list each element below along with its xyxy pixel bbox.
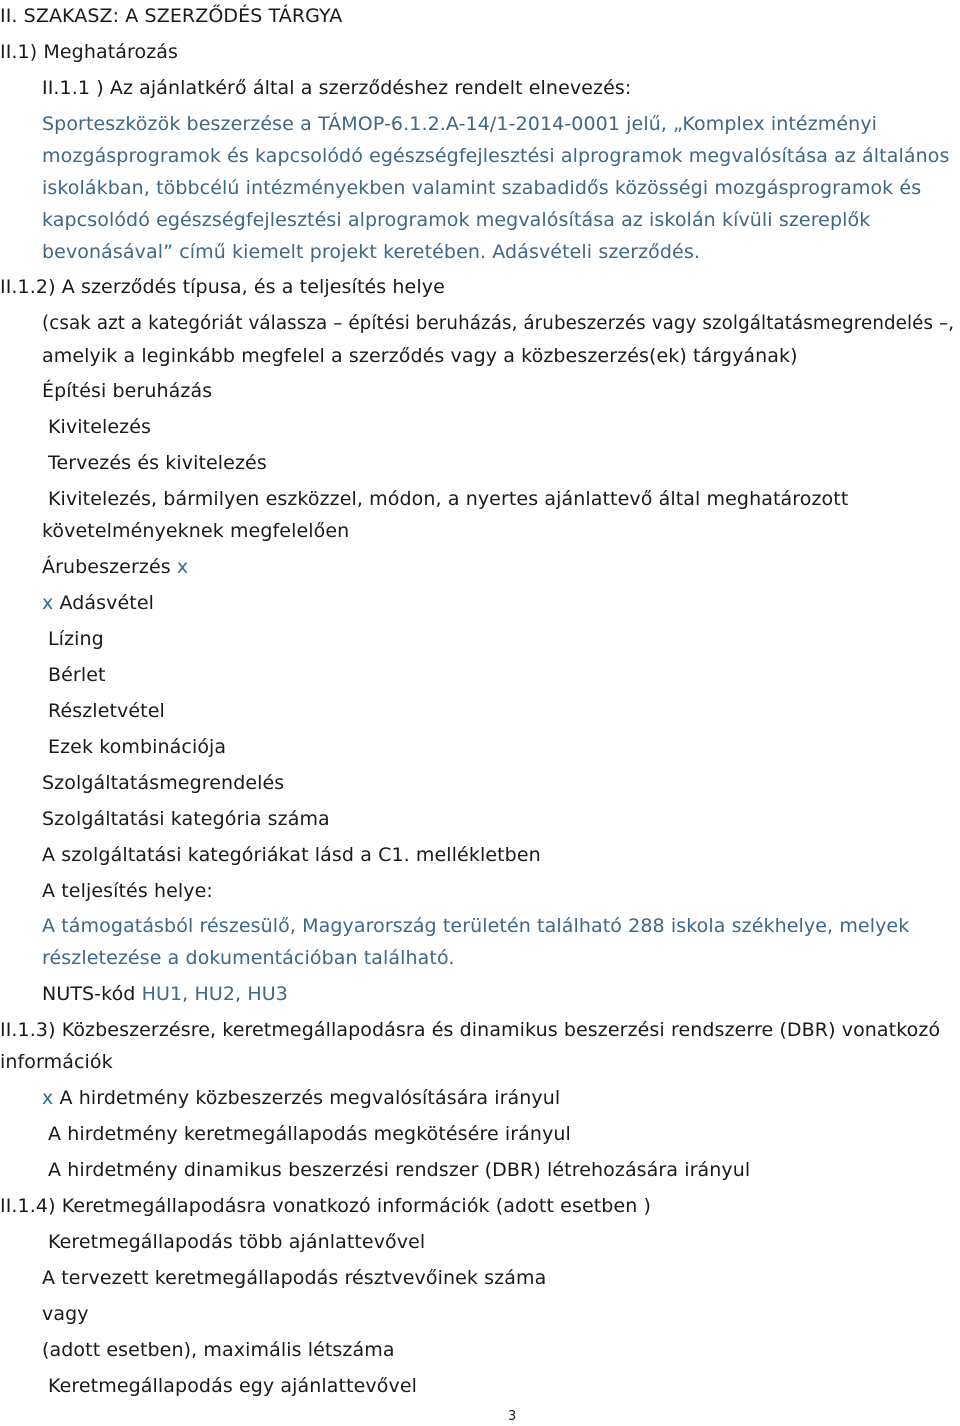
contract-title-line-3: iskolákban, többcélú intézményekben valamint szabadidős közösségi mozgásprogramok és — [42, 177, 922, 199]
supplies-option-rental: Bérlet — [48, 664, 106, 686]
supplies-option-leasing: Lízing — [48, 628, 104, 650]
place-line-1: A támogatásból részesülő, Magyarország területén található 288 iskola székhelye, melyek — [42, 915, 910, 937]
works-option-any-means: Kivitelezés, bármilyen eszközzel, módon, a nyertes ajánlattevő által meghatározott — [48, 488, 849, 510]
works-label: Építési beruházás — [42, 380, 213, 402]
framework-max: (adott esetben), maximális létszáma — [42, 1339, 395, 1361]
supplies-option-hire-purchase: Részletvétel — [48, 700, 165, 722]
page-number: 3 — [508, 1409, 517, 1424]
procurement-option-framework: A hirdetmény keretmegállapodás megkötésére irányul — [48, 1123, 571, 1145]
nuts-value: HU1, HU2, HU3 — [141, 983, 288, 1005]
procurement-option-row — [42, 1085, 560, 1111]
supplies-label: Árubeszerzés — [42, 556, 171, 578]
framework-participants: A tervezett keretmegállapodás résztvevőinek száma — [42, 1267, 547, 1289]
procurement-check-mark: x — [42, 1087, 54, 1109]
framework-multiple: Keretmegállapodás több ajánlattevővel — [48, 1231, 426, 1253]
purchase-check-mark: x — [42, 592, 54, 614]
contract-title-line-2: mozgásprogramok és kapcsolódó egészségfejlesztési alprogramok megvalósítása az általános — [42, 145, 950, 167]
works-option-execution: Kivitelezés — [48, 416, 152, 438]
works-option-any-means-cont: követelményeknek megfelelően — [42, 520, 350, 542]
section-title: II. SZAKASZ: A SZERZŐDÉS TÁRGYA — [0, 5, 343, 27]
framework-single: Keretmegállapodás egy ajánlattevővel — [48, 1375, 417, 1397]
procurement-option-dps: A hirdetmény dinamikus beszerzési rendszer (DBR) létrehozására irányul — [48, 1159, 751, 1181]
contract-title-line-1 — [42, 111, 877, 137]
item-1-2-heading: II.1.2) A szerződés típusa, és a teljesítés helye — [0, 276, 445, 298]
item-1-1-heading: II.1.1 ) Az ajánlatkérő által a szerződéshez rendelt elnevezés: — [42, 77, 632, 99]
item-1-3-heading-1: II.1.3) Közbeszerzésre, keretmegállapodásra és dinamikus beszerzési rendszerre (DBR) vonatkozó — [0, 1019, 941, 1041]
item-1-4-heading: II.1.4) Keretmegállapodásra vonatkozó információk (adott esetben ) — [0, 1195, 652, 1217]
framework-or: vagy — [42, 1303, 89, 1325]
instruction-line-2: amelyik a leginkább megfelel a szerződés vagy a közbeszerzés(ek) tárgyának) — [42, 345, 798, 367]
nuts-label: NUTS-kód — [42, 983, 136, 1005]
services-category: Szolgáltatási kategória száma — [42, 808, 330, 830]
nuts-row — [42, 981, 288, 1007]
item-1-3-heading-2: információk — [0, 1051, 113, 1073]
supplies-row — [42, 554, 188, 580]
instruction-line-1: (csak azt a kategóriát válassza – építési beruházás, árubeszerzés vagy szolgáltatásmegrendelés –, — [42, 313, 955, 334]
contract-title-rest: A-14/1-2014-0001 jelű, „Komplex intézményi — [445, 113, 878, 135]
definition-heading: II.1) Meghatározás — [0, 41, 179, 63]
contract-title-line-5: bevonásával” című kiemelt projekt keretében. Adásvételi szerződés. — [42, 241, 700, 263]
supplies-option-combination: Ezek kombinációja — [48, 736, 227, 758]
contract-title-prefix: Sporteszközök beszerzése a TÁMOP-6.1.2. — [42, 113, 446, 135]
place-label: A teljesítés helye: — [42, 880, 213, 902]
services-label: Szolgáltatásmegrendelés — [42, 772, 285, 794]
place-line-2: részletezése a dokumentációban található. — [42, 947, 455, 969]
procurement-option-public: A hirdetmény közbeszerzés megvalósítására irányul — [59, 1087, 561, 1109]
purchase-label: Adásvétel — [59, 592, 155, 614]
purchase-row — [42, 590, 154, 616]
contract-title-line-4: kapcsolódó egészségfejlesztési alprogramok megvalósítása az iskolán kívüli szereplők — [42, 209, 871, 231]
services-note: A szolgáltatási kategóriákat lásd a C1. mellékletben — [42, 844, 541, 866]
works-option-design-execution: Tervezés és kivitelezés — [48, 452, 267, 474]
supplies-check-mark: x — [176, 556, 189, 578]
